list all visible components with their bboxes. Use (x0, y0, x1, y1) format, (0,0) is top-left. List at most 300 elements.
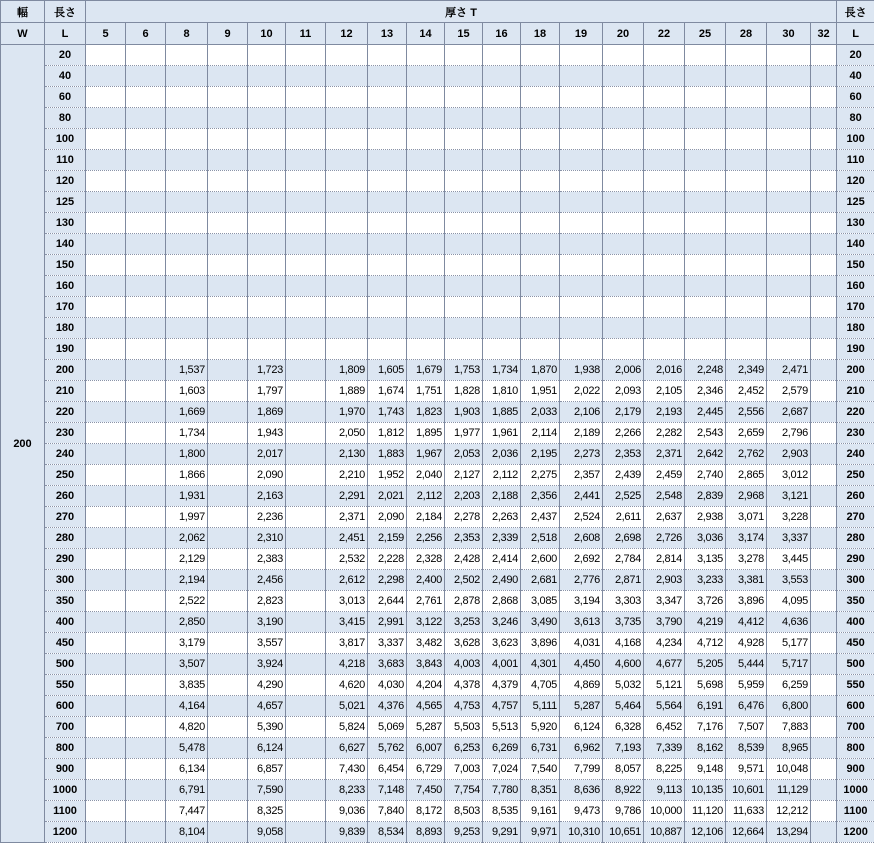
price-cell: 9,253 (445, 822, 483, 843)
price-cell (86, 318, 126, 339)
price-cell (811, 717, 837, 738)
price-cell (811, 675, 837, 696)
price-cell (407, 66, 445, 87)
price-cell (644, 297, 685, 318)
price-cell (286, 87, 326, 108)
length-cell: 900 (45, 759, 86, 780)
length-cell-right: 250 (837, 465, 874, 486)
price-cell (286, 318, 326, 339)
price-cell: 1,605 (368, 360, 407, 381)
price-cell (166, 255, 208, 276)
price-cell (811, 213, 837, 234)
price-cell: 3,012 (767, 465, 811, 486)
price-cell: 3,924 (248, 654, 286, 675)
price-cell (603, 234, 644, 255)
length-sub-header: L (45, 23, 86, 45)
price-cell (86, 738, 126, 759)
price-cell (126, 45, 166, 66)
price-cell (86, 675, 126, 696)
price-cell: 3,179 (166, 633, 208, 654)
price-cell (286, 45, 326, 66)
price-cell: 1,669 (166, 402, 208, 423)
price-cell (208, 507, 248, 528)
price-cell: 2,006 (603, 360, 644, 381)
length-cell: 270 (45, 507, 86, 528)
price-cell: 3,896 (726, 591, 767, 612)
price-cell: 10,310 (560, 822, 603, 843)
price-cell: 8,325 (248, 801, 286, 822)
price-cell (208, 255, 248, 276)
price-cell: 8,893 (407, 822, 445, 843)
price-cell: 3,071 (726, 507, 767, 528)
price-cell (767, 213, 811, 234)
price-cell (86, 780, 126, 801)
price-cell: 2,865 (726, 465, 767, 486)
price-cell: 2,050 (326, 423, 368, 444)
price-cell (560, 150, 603, 171)
price-cell (208, 696, 248, 717)
price-cell (811, 297, 837, 318)
price-cell (483, 276, 521, 297)
price-cell: 2,692 (560, 549, 603, 570)
length-cell-right: 160 (837, 276, 874, 297)
table-row (1, 150, 874, 171)
price-cell (603, 255, 644, 276)
price-cell: 2,105 (644, 381, 685, 402)
price-cell (767, 234, 811, 255)
price-cell: 3,817 (326, 633, 368, 654)
price-cell (811, 276, 837, 297)
table-row (1, 612, 874, 633)
price-cell: 2,275 (521, 465, 560, 486)
price-cell: 4,677 (644, 654, 685, 675)
price-cell (86, 66, 126, 87)
price-cell: 5,717 (767, 654, 811, 675)
price-cell (166, 171, 208, 192)
price-cell (126, 108, 166, 129)
price-cell: 1,823 (407, 402, 445, 423)
price-cell (811, 549, 837, 570)
price-cell (286, 759, 326, 780)
price-cell: 3,557 (248, 633, 286, 654)
table-row (1, 129, 874, 150)
price-cell (368, 45, 407, 66)
price-cell (483, 87, 521, 108)
price-cell (521, 255, 560, 276)
price-cell (811, 255, 837, 276)
price-cell: 4,600 (603, 654, 644, 675)
price-cell: 3,683 (368, 654, 407, 675)
price-cell: 6,857 (248, 759, 286, 780)
price-cell: 2,796 (767, 423, 811, 444)
price-cell: 9,148 (685, 759, 726, 780)
price-cell: 5,069 (368, 717, 407, 738)
price-cell (208, 444, 248, 465)
price-cell (368, 192, 407, 213)
table-row (1, 45, 874, 66)
price-cell: 2,228 (368, 549, 407, 570)
price-cell (126, 822, 166, 843)
price-cell: 7,540 (521, 759, 560, 780)
price-cell: 3,381 (726, 570, 767, 591)
table-row (1, 780, 874, 801)
price-cell (126, 255, 166, 276)
table-row (1, 234, 874, 255)
price-cell (326, 255, 368, 276)
table-row (1, 171, 874, 192)
length-cell: 220 (45, 402, 86, 423)
price-cell (483, 45, 521, 66)
price-cell: 7,883 (767, 717, 811, 738)
price-cell (368, 276, 407, 297)
price-cell (208, 213, 248, 234)
price-cell: 3,194 (560, 591, 603, 612)
price-cell: 4,003 (445, 654, 483, 675)
price-cell (767, 192, 811, 213)
price-cell (445, 234, 483, 255)
price-cell: 2,445 (685, 402, 726, 423)
price-cell (126, 192, 166, 213)
price-cell (726, 150, 767, 171)
price-cell: 2,991 (368, 612, 407, 633)
price-cell: 2,762 (726, 444, 767, 465)
length-cell-right: 800 (837, 738, 874, 759)
price-cell: 2,130 (326, 444, 368, 465)
price-cell (560, 171, 603, 192)
price-cell: 2,353 (603, 444, 644, 465)
thickness-col-header: 9 (208, 23, 248, 45)
price-cell (644, 108, 685, 129)
price-cell (166, 150, 208, 171)
table-row (1, 507, 874, 528)
price-cell: 8,233 (326, 780, 368, 801)
price-cell: 5,698 (685, 675, 726, 696)
price-cell: 2,346 (685, 381, 726, 402)
thickness-col-header: 18 (521, 23, 560, 45)
price-cell (166, 276, 208, 297)
price-cell (644, 129, 685, 150)
table-row (1, 528, 874, 549)
price-cell (208, 612, 248, 633)
price-cell: 1,751 (407, 381, 445, 402)
price-cell (560, 87, 603, 108)
price-cell (445, 339, 483, 360)
price-cell (208, 654, 248, 675)
price-cell (286, 738, 326, 759)
price-cell (208, 822, 248, 843)
price-cell (644, 318, 685, 339)
price-cell (644, 255, 685, 276)
price-cell (483, 234, 521, 255)
price-cell (603, 192, 644, 213)
length-cell-right: 150 (837, 255, 874, 276)
price-cell (208, 339, 248, 360)
price-cell: 9,036 (326, 801, 368, 822)
price-cell: 4,869 (560, 675, 603, 696)
table-row (1, 822, 874, 843)
price-cell: 2,184 (407, 507, 445, 528)
price-cell (521, 297, 560, 318)
price-cell: 7,780 (483, 780, 521, 801)
price-cell: 2,256 (407, 528, 445, 549)
price-cell: 7,447 (166, 801, 208, 822)
length-cell-right: 40 (837, 66, 874, 87)
thickness-col-header: 10 (248, 23, 286, 45)
price-cell (483, 255, 521, 276)
price-cell: 2,106 (560, 402, 603, 423)
price-cell (644, 87, 685, 108)
thickness-col-header: 19 (560, 23, 603, 45)
length-cell: 125 (45, 192, 86, 213)
price-cell (445, 213, 483, 234)
price-cell: 2,114 (521, 423, 560, 444)
thickness-col-header: 22 (644, 23, 685, 45)
price-cell (521, 192, 560, 213)
price-cell (286, 339, 326, 360)
price-cell (166, 129, 208, 150)
price-cell (166, 108, 208, 129)
length-cell: 1100 (45, 801, 86, 822)
length-cell: 210 (45, 381, 86, 402)
price-cell: 3,085 (521, 591, 560, 612)
price-cell: 2,814 (644, 549, 685, 570)
price-cell (248, 297, 286, 318)
price-cell (126, 675, 166, 696)
table-row (1, 444, 874, 465)
price-cell: 1,810 (483, 381, 521, 402)
length-cell-right: 280 (837, 528, 874, 549)
price-cell (368, 66, 407, 87)
price-cell: 4,712 (685, 633, 726, 654)
thickness-col-header: 8 (166, 23, 208, 45)
price-cell: 1,883 (368, 444, 407, 465)
price-cell: 2,203 (445, 486, 483, 507)
price-cell: 9,058 (248, 822, 286, 843)
price-cell (368, 129, 407, 150)
price-cell: 2,053 (445, 444, 483, 465)
price-cell: 2,112 (483, 465, 521, 486)
price-cell: 2,784 (603, 549, 644, 570)
table-row (1, 717, 874, 738)
price-cell: 2,850 (166, 612, 208, 633)
price-cell: 2,698 (603, 528, 644, 549)
price-cell (726, 234, 767, 255)
price-cell: 6,454 (368, 759, 407, 780)
price-cell (603, 45, 644, 66)
length-cell-right: 20 (837, 45, 874, 66)
price-cell (603, 87, 644, 108)
price-cell (521, 276, 560, 297)
price-cell: 7,339 (644, 738, 685, 759)
price-cell: 1,828 (445, 381, 483, 402)
price-cell (811, 633, 837, 654)
price-cell (603, 276, 644, 297)
price-cell: 2,062 (166, 528, 208, 549)
price-cell (483, 171, 521, 192)
price-cell (126, 150, 166, 171)
price-cell: 3,726 (685, 591, 726, 612)
price-cell (126, 486, 166, 507)
price-cell (208, 423, 248, 444)
price-cell: 10,048 (767, 759, 811, 780)
table-row (1, 276, 874, 297)
price-cell (208, 738, 248, 759)
price-cell: 4,757 (483, 696, 521, 717)
price-cell: 2,659 (726, 423, 767, 444)
width-value-cell: 200 (1, 45, 45, 843)
price-cell (644, 192, 685, 213)
price-cell: 1,734 (166, 423, 208, 444)
length-cell: 100 (45, 129, 86, 150)
length-cell: 450 (45, 633, 86, 654)
price-cell (208, 87, 248, 108)
price-cell: 5,513 (483, 717, 521, 738)
length-cell-right: 125 (837, 192, 874, 213)
length-cell-right: 130 (837, 213, 874, 234)
price-cell (126, 339, 166, 360)
price-cell: 2,188 (483, 486, 521, 507)
price-cell (326, 318, 368, 339)
price-cell (685, 297, 726, 318)
price-cell (560, 297, 603, 318)
price-cell (208, 381, 248, 402)
price-cell: 4,657 (248, 696, 286, 717)
price-cell (445, 255, 483, 276)
price-cell (483, 192, 521, 213)
price-cell (86, 423, 126, 444)
price-cell (767, 276, 811, 297)
price-cell (126, 213, 166, 234)
price-cell (86, 150, 126, 171)
price-cell (726, 213, 767, 234)
price-cell: 5,121 (644, 675, 685, 696)
price-cell: 2,159 (368, 528, 407, 549)
length-header: 長さ (45, 1, 86, 23)
price-cell (248, 276, 286, 297)
price-cell: 1,970 (326, 402, 368, 423)
price-cell: 4,376 (368, 696, 407, 717)
price-cell (560, 66, 603, 87)
price-cell: 2,611 (603, 507, 644, 528)
length-cell: 170 (45, 297, 86, 318)
price-cell: 2,291 (326, 486, 368, 507)
price-cell (560, 318, 603, 339)
length-cell-right: 450 (837, 633, 874, 654)
price-cell: 3,228 (767, 507, 811, 528)
price-cell (86, 696, 126, 717)
price-cell: 2,437 (521, 507, 560, 528)
price-cell (811, 87, 837, 108)
thickness-col-header: 16 (483, 23, 521, 45)
price-cell: 2,868 (483, 591, 521, 612)
price-cell: 6,452 (644, 717, 685, 738)
price-cell (208, 759, 248, 780)
price-cell (811, 801, 837, 822)
length-cell-right: 220 (837, 402, 874, 423)
price-cell (86, 87, 126, 108)
price-cell: 8,534 (368, 822, 407, 843)
price-cell: 2,451 (326, 528, 368, 549)
price-cell (326, 45, 368, 66)
length-cell-right: 260 (837, 486, 874, 507)
price-cell (208, 402, 248, 423)
price-cell (126, 654, 166, 675)
price-cell: 11,129 (767, 780, 811, 801)
length-cell-right: 1200 (837, 822, 874, 843)
price-cell (286, 129, 326, 150)
price-cell (811, 444, 837, 465)
price-cell (286, 297, 326, 318)
price-cell: 5,111 (521, 696, 560, 717)
price-cell: 4,204 (407, 675, 445, 696)
price-cell (726, 276, 767, 297)
price-cell (126, 444, 166, 465)
price-cell: 2,524 (560, 507, 603, 528)
length-cell-right: 400 (837, 612, 874, 633)
length-cell-right: 200 (837, 360, 874, 381)
length-cell-right: 230 (837, 423, 874, 444)
length-cell: 700 (45, 717, 86, 738)
price-cell: 5,920 (521, 717, 560, 738)
price-cell (368, 297, 407, 318)
price-cell (126, 570, 166, 591)
price-cell: 7,799 (560, 759, 603, 780)
price-cell (726, 339, 767, 360)
price-cell (685, 108, 726, 129)
price-cell: 5,762 (368, 738, 407, 759)
price-cell (603, 339, 644, 360)
price-cell: 2,637 (644, 507, 685, 528)
length-cell: 400 (45, 612, 86, 633)
price-cell (407, 45, 445, 66)
price-cell (286, 612, 326, 633)
price-cell (286, 108, 326, 129)
price-cell: 1,603 (166, 381, 208, 402)
price-cell (685, 87, 726, 108)
price-cell (286, 675, 326, 696)
price-cell: 2,414 (483, 549, 521, 570)
price-cell (685, 66, 726, 87)
price-cell (726, 255, 767, 276)
price-cell: 2,357 (560, 465, 603, 486)
price-cell (208, 66, 248, 87)
price-cell: 3,253 (445, 612, 483, 633)
price-cell (521, 234, 560, 255)
price-cell: 6,791 (166, 780, 208, 801)
price-cell: 2,600 (521, 549, 560, 570)
price-cell (603, 66, 644, 87)
price-cell (726, 171, 767, 192)
table-row (1, 297, 874, 318)
price-cell (208, 150, 248, 171)
price-cell: 3,613 (560, 612, 603, 633)
price-cell (208, 192, 248, 213)
price-cell: 2,040 (407, 465, 445, 486)
price-cell (811, 66, 837, 87)
price-cell (86, 360, 126, 381)
price-cell: 3,445 (767, 549, 811, 570)
price-cell: 5,287 (560, 696, 603, 717)
price-cell (86, 108, 126, 129)
price-cell (286, 192, 326, 213)
length-cell-right: 270 (837, 507, 874, 528)
price-cell: 4,565 (407, 696, 445, 717)
price-cell: 4,378 (445, 675, 483, 696)
price-cell (86, 171, 126, 192)
price-cell (726, 87, 767, 108)
length-cell-right: 210 (837, 381, 874, 402)
length-cell: 40 (45, 66, 86, 87)
